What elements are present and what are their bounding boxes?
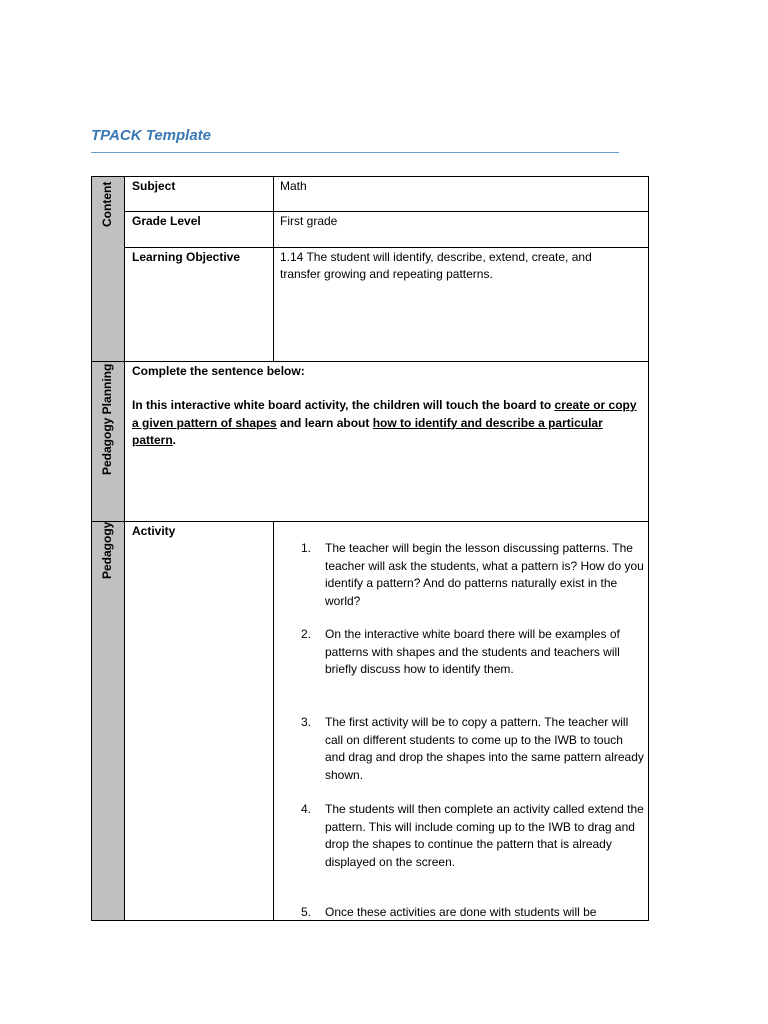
section-divider [92, 361, 649, 362]
pedagogy-side [92, 521, 125, 920]
list-item-number: 4. [301, 802, 312, 816]
tpack-table [91, 176, 649, 921]
sentence-end: . [172, 433, 177, 447]
list-item-number: 2. [301, 627, 312, 641]
sentence-middle: and learn about [276, 415, 373, 430]
section-divider [92, 521, 649, 522]
learning-objective-label: Learning Objective [132, 250, 241, 264]
sentence-start: In this interactive white board activity, the children will touch the board to [132, 398, 555, 412]
title-underline [91, 152, 619, 153]
grade-level-value: First grade [280, 214, 338, 228]
list-item-number: 1. [301, 541, 312, 555]
content-section-label: Content [100, 181, 114, 227]
activity-label: Activity [132, 524, 176, 538]
row-divider [125, 211, 649, 212]
column-divider [273, 521, 274, 921]
pedagogy-planning-side [92, 361, 125, 521]
learning-objective-value: 1.14 The student will identify, describe, extend, create, and transfer growing and repeating patterns. [280, 250, 592, 281]
document-title: TPACK Template [91, 127, 212, 144]
planning-sentence [132, 397, 642, 450]
list-item-text: The students will then complete an activity called extend the pattern. This will include coming up to the IWB to drag and drop the shapes to continue the pattern that is already displayed on the screen. [325, 802, 644, 869]
list-item-text: The teacher will begin the lesson discussing patterns. The teacher will ask the students, what a pattern is? How do you identify a pattern? And do patterns naturally exist in the world? [325, 541, 644, 608]
column-divider [273, 177, 274, 361]
list-item-text: On the interactive white board there will be examples of patterns with shapes and the students and teachers will briefly discuss how to identify them. [325, 627, 620, 676]
grade-level-label: Grade Level [132, 214, 201, 228]
pedagogy-planning-label: Pedagogy Planning [100, 363, 114, 475]
blank-answer-2: how to identify and describe a particular pattern [132, 415, 603, 447]
list-item-number: 5. [301, 905, 312, 919]
pedagogy-section-label: Pedagogy [100, 521, 114, 579]
row-divider [125, 247, 649, 248]
list-item-number: 3. [301, 715, 312, 729]
planning-prompt: Complete the sentence below: [132, 364, 305, 378]
content-section-side [92, 177, 125, 361]
subject-label: Subject [132, 179, 176, 193]
list-item-text: Once these activities are done with students will be [325, 905, 597, 919]
blank-answer-1: create or copy a given pattern of shapes [132, 398, 637, 430]
activity-list [301, 540, 644, 920]
list-item-text: The first activity will be to copy a pattern. The teacher will call on different students to come up to the IWB to touch and drag and drop the shapes into the same pattern already shown. [325, 715, 644, 782]
subject-value: Math [280, 179, 307, 193]
